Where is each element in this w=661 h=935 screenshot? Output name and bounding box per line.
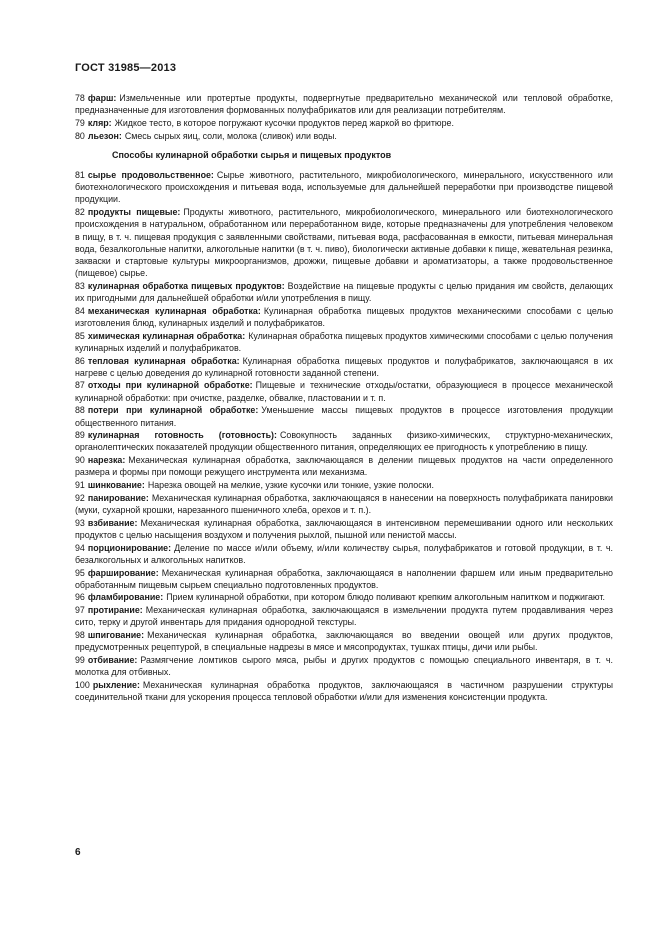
term-entry — [75, 92, 613, 116]
term-entry — [75, 542, 613, 566]
term-definition: Механическая кулинарная обработка, заключающаяся в наполнении фаршем или иным предварительно обработанным пищевым сырьем специально подготовленных продуктов. — [75, 567, 613, 590]
term-entry — [75, 604, 613, 628]
term-number: 93 — [75, 517, 85, 528]
term-number: 90 — [75, 455, 85, 466]
term-entry — [75, 379, 613, 403]
term-name: фламбирование: — [87, 592, 164, 603]
term-name: льезон: — [87, 130, 122, 141]
term-number: 92 — [75, 492, 85, 503]
term-definition: Механическая кулинарная обработка, заключающаяся в нанесении на поверхность полуфабриката панировки (муки, сухарной крошки, нарезанного пшеничного хлеба, орехов и т. п.). — [75, 492, 613, 515]
term-number: 86 — [75, 355, 85, 366]
term-name: фарш: — [87, 93, 117, 103]
term-definition: Жидкое тесто, в которое погружают кусочки продуктов перед жаркой во фритюре. — [114, 117, 454, 128]
term-name: тепловая кулинарная обработка: — [87, 355, 240, 366]
term-entry — [75, 404, 613, 428]
term-definition: Механическая кулинарная обработка, заключающаяся в делении пищевых продуктов на части определенного размера и формы при помощи режущего инструмента или механизма. — [75, 455, 613, 478]
term-entry — [75, 567, 613, 591]
term-number: 84 — [75, 305, 85, 316]
term-entry — [75, 429, 613, 453]
terms-list-top — [75, 92, 613, 142]
term-name: шпигование: — [87, 630, 145, 641]
term-definition: Механическая кулинарная обработка, заключающаяся во введении овощей или других продуктов, предусмотренных рецептурой, в специальные надрезы в мясе и мясопродуктах, тушках птицы, дичи или рыбы. — [75, 630, 613, 653]
term-definition: Механическая кулинарная обработка, заключающаяся в измельчении продукта путем продавливания через сито, терку и другой инвентарь для придания однородной текстуры. — [75, 605, 613, 628]
term-name: фарширование: — [87, 567, 159, 578]
term-number: 99 — [75, 654, 85, 665]
term-name: рыхление: — [92, 679, 140, 690]
term-number: 79 — [75, 117, 85, 128]
term-entry — [75, 130, 613, 142]
term-entry — [75, 355, 613, 379]
term-name: нарезка: — [87, 455, 126, 466]
term-definition: Продукты животного, растительного, микробиологического, минерального или биотехнологического происхождения в натуральном, обработанном или переработанном виде, которые предназначены для употребления человеком в пищу, в т. ч. пищевая продукция с заявленными свойствами, питьевая вода, расфасованная в емкости, питьевая минеральная вода, безалкогольные напитки, алкогольные напитки (в т. ч. пиво), биологически активные добавки к пище, жевательная резинка, закваски и стартовые культуры микроорганизмов, дрожжи, пищевые добавки и ароматизаторы, а также продовольственное (пищевое) сырье. — [75, 207, 613, 279]
term-name: кляр: — [87, 117, 112, 128]
term-number: 85 — [75, 330, 85, 341]
term-number: 81 — [75, 170, 85, 181]
term-number: 97 — [75, 605, 85, 616]
term-number: 88 — [75, 405, 85, 416]
term-name: химическая кулинарная обработка: — [87, 330, 246, 341]
term-definition: Смесь сырых яиц, соли, молока (сливок) или воды. — [124, 130, 337, 141]
term-number: 95 — [75, 567, 85, 578]
term-name: отбивание: — [87, 654, 138, 665]
document-body — [75, 92, 613, 704]
term-definition: Кулинарная обработка пищевых продуктов химическими способами с целью получения кулинарных изделий и полуфабрикатов. — [75, 330, 613, 353]
term-number: 89 — [75, 430, 85, 441]
term-number: 87 — [75, 380, 85, 391]
section-title: Способы кулинарной обработки сырья и пищевых продуктов — [112, 149, 392, 160]
term-name: потери при кулинарной обработке: — [87, 405, 259, 416]
term-entry — [75, 206, 613, 279]
term-definition: Совокупность заданных физико-химических, структурно-механических, органолептических показателей продукции общественного питания, определяющих ее пригодность к употреблению в пищу. — [75, 430, 614, 453]
term-name: протирание: — [87, 605, 143, 616]
term-number: 96 — [75, 592, 85, 603]
term-number: 83 — [75, 280, 85, 291]
term-entry — [75, 492, 613, 516]
term-name: кулинарная готовность (готовность): — [87, 430, 277, 441]
term-name: порционирование: — [87, 542, 172, 553]
term-entry — [75, 591, 613, 603]
term-definition: Нарезка овощей на мелкие, узкие кусочки или тонкие, узкие полоски. — [147, 480, 434, 491]
document-header: ГОСТ 31985—2013 — [75, 62, 177, 74]
term-name: механическая кулинарная обработка: — [87, 305, 261, 316]
term-definition: Кулинарная обработка пищевых продуктов механическими способами с целью изготовления блюд, кулинарных изделий и полуфабрикатов. — [75, 305, 613, 328]
term-definition: Деление по массе и/или объему, и/или количеству сырья, полуфабрикатов и готовой продукции, в т. ч. безалкогольных и алкогольных напитков. — [75, 542, 613, 565]
term-name: сырье продовольственное: — [87, 170, 214, 181]
term-name: панирование: — [87, 492, 149, 503]
term-definition: Размягчение ломтиков сырого мяса, рыбы и других продуктов с помощью специального инвентаря, в т. ч. молотка для отбивных. — [75, 654, 613, 678]
term-definition: Кулинарная обработка пищевых продуктов и полуфабрикатов, заключающаяся в их нагреве с целью доведения до кулинарной готовности заданной степени. — [75, 355, 613, 378]
term-name: кулинарная обработка пищевых продуктов: — [87, 280, 285, 291]
term-number: 94 — [75, 542, 85, 553]
term-definition: Уменьшение массы пищевых продуктов в процессе изготовления продукции общественного питания. — [75, 405, 613, 428]
term-entry — [75, 454, 613, 478]
term-name: продукты пищевые: — [87, 207, 181, 218]
term-entry — [75, 679, 613, 703]
term-definition: Механическая кулинарная обработка, заключающаяся в интенсивном перемешивании одного или нескольких продуктов с целью насыщения воздухом и получения рыхлой, пышной или пенистой массы. — [75, 517, 613, 540]
terms-list-main — [75, 169, 613, 703]
page-number: 6 — [75, 847, 81, 858]
term-number: 98 — [75, 630, 85, 641]
term-number: 78 — [75, 93, 85, 103]
term-entry — [75, 629, 613, 653]
term-entry — [75, 654, 613, 678]
term-name: взбивание: — [87, 517, 138, 528]
term-name: шинкование: — [87, 480, 145, 491]
term-number: 91 — [75, 480, 85, 491]
term-entry — [75, 280, 613, 304]
term-number: 82 — [75, 207, 85, 218]
term-entry — [75, 117, 613, 129]
term-definition: Прием кулинарной обработки, при котором блюдо поливают крепким алкогольным напитком и поджигают. — [166, 592, 605, 603]
term-entry — [75, 330, 613, 354]
term-definition: Пищевые и технические отходы/остатки, образующиеся в процессе механической кулинарной обработки: при очистке, разделке, обвалке, пластовании и т. п. — [75, 380, 614, 403]
term-definition: Измельченные или протертые продукты, подвергнутые предварительно механической или тепловой обработке, предназначенные для изготовления формованных полуфабрикатов или для реализации потребителям. — [75, 93, 613, 116]
term-definition: Механическая кулинарная обработка продуктов, заключающаяся в частичном разрушении структуры соединительной ткани для ускорения процесса тепловой обработки и/или для изменения консистенции продукта. — [75, 679, 613, 703]
term-entry — [75, 479, 613, 491]
term-definition: Сырье животного, растительного, микробиологического, минерального, искусственного или биотехнологического происхождения и питьевая вода, используемые для дальнейшей переработки при производстве пищевой продукции. — [75, 170, 613, 205]
term-entry — [75, 305, 613, 329]
term-entry — [75, 169, 613, 206]
term-number: 100 — [75, 679, 90, 690]
term-entry — [75, 517, 613, 541]
term-name: отходы при кулинарной обработке: — [87, 380, 253, 391]
term-definition: Воздействие на пищевые продукты с целью придания им свойств, делающих их пригодными для дальнейшей обработки и/или употребления в пищу. — [75, 280, 613, 304]
term-number: 80 — [75, 130, 85, 141]
